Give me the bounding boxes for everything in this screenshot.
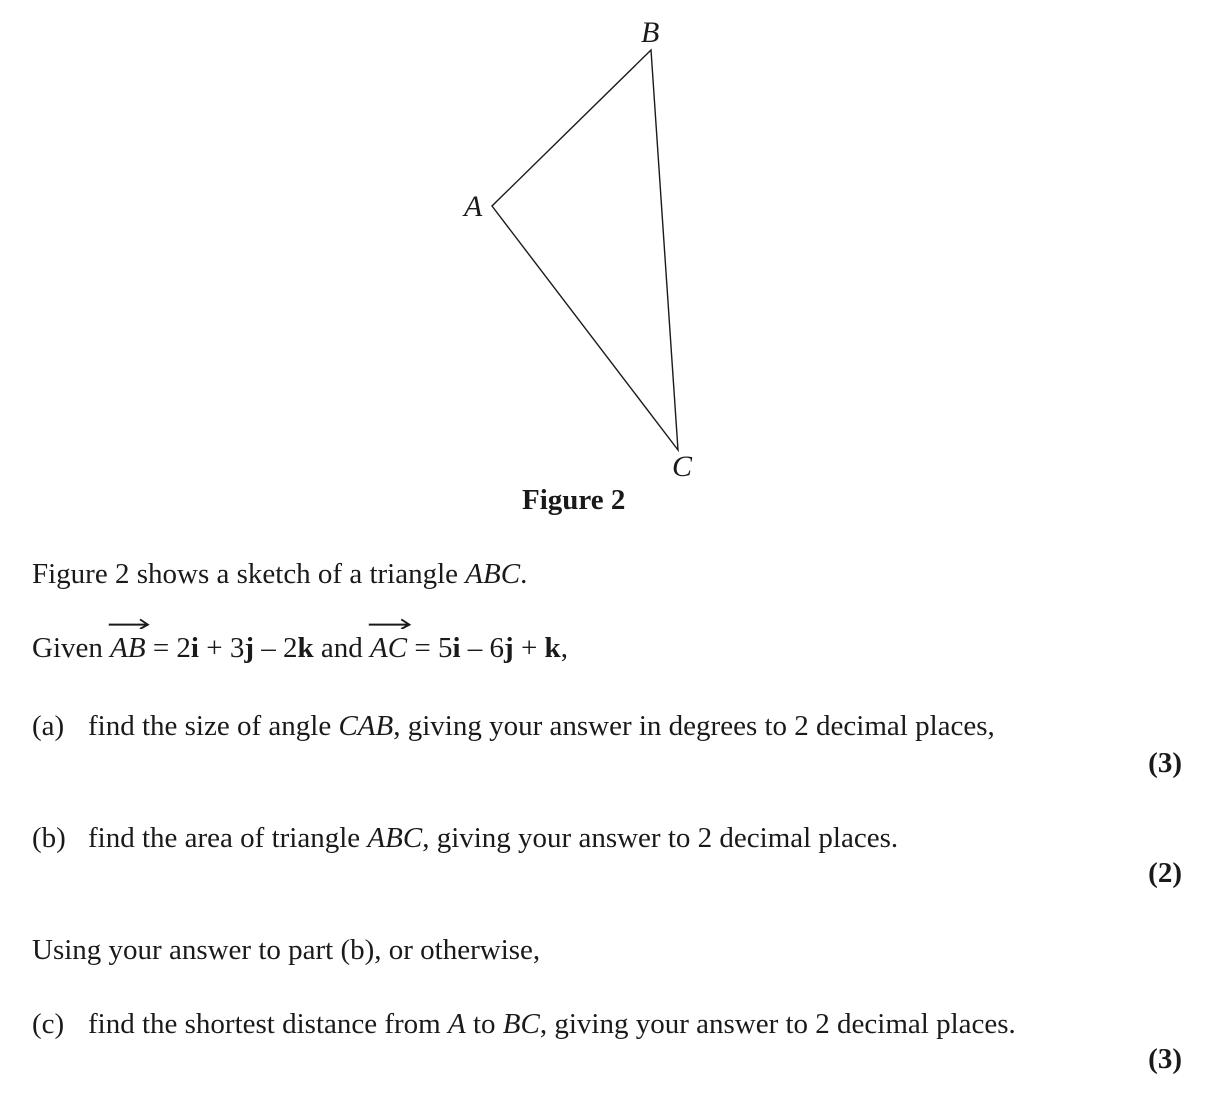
part-b-abc: ABC [367,822,423,854]
given-text-4: – 2 [254,632,298,664]
vertex-label-c: C [672,450,693,483]
interlude-line: Using your answer to part (b), or otherwise, [32,934,541,966]
given-line [32,630,568,666]
part-c-a: A [448,1008,466,1040]
given-text-3: + 3 [198,632,245,664]
part-c-label: (c) [32,1008,65,1040]
intro-line [32,556,527,592]
given-j-2: j [504,632,514,664]
vector-arrow-icon [367,615,412,629]
part-a-label: (a) [32,710,65,742]
part-a-text-1: find the size of angle [88,710,339,742]
given-j-1: j [244,632,255,664]
part-b-text-2: , giving your answer to 2 decimal places. [422,822,899,854]
triangle-sketch [0,0,1216,530]
part-b-label: (b) [32,822,66,854]
part-a-line [32,708,995,744]
given-text-6: = 5 [407,632,453,664]
given-text-8: + [513,632,545,664]
given-i-1: i [190,632,199,664]
part-a-cab: CAB [338,710,394,742]
given-text-2: = 2 [145,632,191,664]
vertex-label-b: B [641,16,660,49]
part-a-marks: (3) [1148,747,1182,779]
part-c-line [32,1006,1016,1042]
given-k-1: k [297,632,314,664]
part-c-text-2: to [465,1008,503,1040]
part-c-text-1: find the shortest distance from [88,1008,448,1040]
given-text-1: Given [32,632,111,664]
part-a-text-2: , giving your answer in degrees to 2 decimal places, [393,710,995,742]
given-k-2: k [544,632,561,664]
figure-caption: Figure 2 [522,484,626,516]
part-c-marks: (3) [1148,1043,1182,1075]
part-c-bc: BC [502,1008,540,1040]
vector-arrow-icon [107,615,150,629]
part-c-text-3: , giving your answer to 2 decimal places. [539,1008,1016,1040]
vertex-label-a: A [464,190,483,223]
given-i-2: i [452,632,461,664]
given-text-7: – 6 [460,632,505,664]
vector-ac-label: AC [370,632,408,664]
intro-text-1: Figure 2 shows a sketch of a triangle [32,558,466,590]
vector-ac [370,630,407,666]
given-text-5: and [313,632,371,664]
part-b-text-1: find the area of triangle [88,822,368,854]
vector-ab-label: AB [110,632,146,664]
intro-text-2: . [520,558,528,590]
part-b-marks: (2) [1148,857,1182,889]
figure-2 [0,0,1216,530]
vector-ab [110,630,145,666]
part-b-line [32,820,898,856]
given-text-9: , [560,632,568,664]
intro-abc: ABC [465,558,521,590]
